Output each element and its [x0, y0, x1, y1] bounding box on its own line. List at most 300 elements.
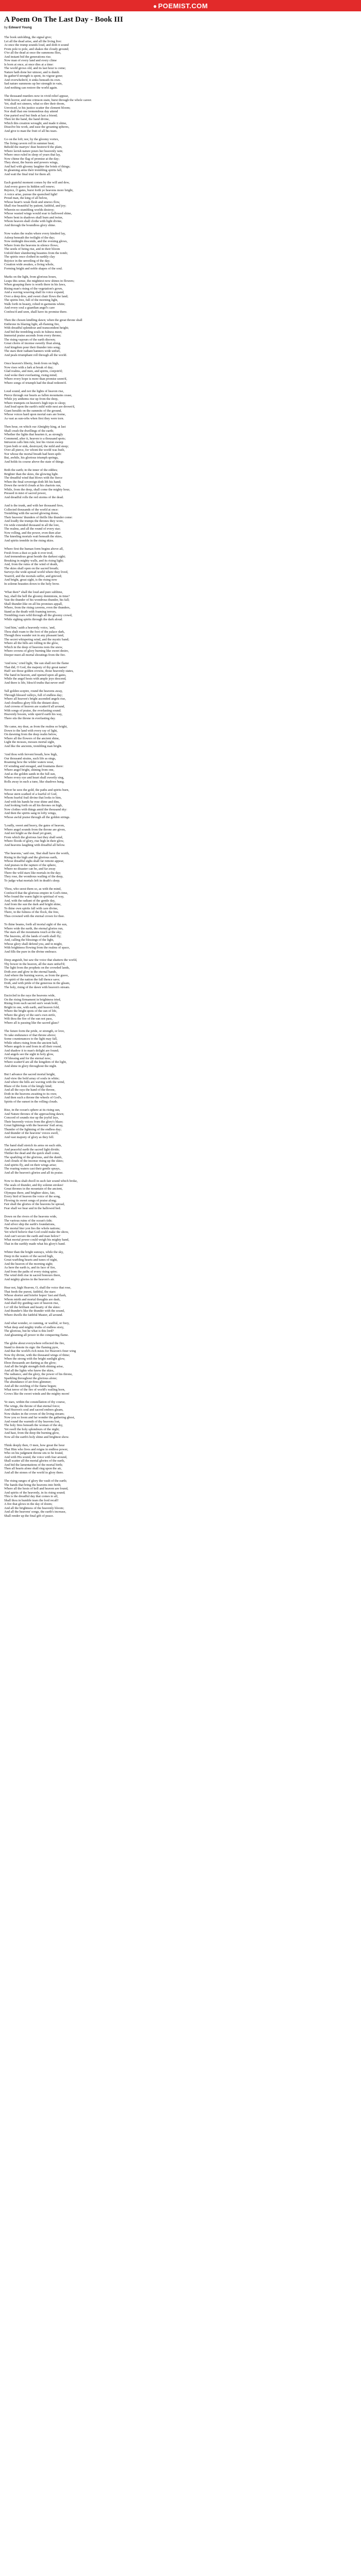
poem-line: A fire that glows in the day of doom; [4, 1502, 53, 1506]
poem-line: From which the glorious fast they shall send, [4, 835, 63, 839]
stanza [4, 504, 357, 543]
poem-line: While others rising from the ancient hall, [4, 1041, 58, 1045]
poem-line: Over a deep dew, and sweet chair flows the land; [4, 294, 69, 298]
poem-line: They rose, the wondrous wailing of the deep, [4, 875, 63, 878]
poem-line: The holy, rising of the dawn with heaven's stream. [4, 985, 70, 989]
poem-line: Whose awful praise through all the golden strings. [4, 815, 70, 819]
poem-line: Shall render up the final gift of peace. [4, 1514, 54, 1518]
stanza [4, 753, 357, 784]
poem-title: A Poem On The Last Day - Book III [4, 15, 123, 24]
poem-line: Over all pierce, for whom the world was built, [4, 448, 65, 452]
poem-line: 'And him,' saith a heavenly voice, 'and, [4, 626, 56, 630]
poem-line: Hear not, high Heaven, O, shall the voice that rose, [4, 1286, 71, 1290]
poem-line: The spirits free, full of the morning light, [4, 298, 58, 302]
poem-line: Then all hearts alone shall ring upon the air, [4, 1467, 62, 1470]
poem-line: Do spirit of the nation the fall thence save; [4, 977, 60, 981]
poem-line: Pierce through our hearts as fallen mountains cease, [4, 393, 72, 397]
poem-line: Flowing its sweet songs of praise along; [4, 1198, 57, 1202]
poem-line: Trembling with the sacred glowing dome, [4, 512, 59, 515]
poem-line: With horror, and one crimson stain, burst through the whole career. [4, 98, 92, 102]
poem-line: Rising man's rising of the vegetation's gown, [4, 286, 63, 291]
poem-line: Heavenly bosom, wide open'd earth his way, [4, 713, 63, 716]
poem-line: Both the earth; in the inner of the eddies; [4, 468, 58, 472]
poem-line: One parted soul but finds at last a friend; [4, 113, 58, 117]
stanza [4, 275, 357, 314]
poem-line: Creation wide awakes, a living whole, [4, 263, 55, 266]
poem-line: Which in the deep of heavens rests the snow, [4, 645, 63, 649]
poem-line: Where trumpets on heaven's high tops to sleep; [4, 401, 66, 405]
poem-line: And hast, from the deep the burning glow, [4, 1431, 60, 1435]
poem-line: Where angel sounds from the throne are given, [4, 827, 66, 832]
poem-line: While, from the deep, shall come the mighty hour, [4, 487, 70, 492]
poem-line: Whose glory shall defend you, and in might, [4, 942, 62, 946]
poem-line: Where dwells the faithful Master, all around. [4, 1313, 63, 1317]
poem-line: Now rises with a lark at break of day; [4, 365, 54, 369]
poem-line: Of blessing and for the eternal now; [4, 1056, 52, 1060]
site-header [0, 0, 361, 11]
poem-line: Whose voices hard upon mortal ears are borne, [4, 413, 66, 416]
poem-line: Stand to denote its sign: the flaming pyre, [4, 1345, 59, 1349]
poem-line: The world grows old, and its last hour is come; [4, 66, 66, 70]
poem-line: The heavens, all the lands of earth shall fly; [4, 934, 61, 938]
poem-line: Where lavish nature pours her heavenly rain; [4, 149, 63, 153]
poem-line: And loud upon the earth's mild wide nest are drown'd, [4, 405, 75, 409]
poem-line: Shall thunder-like on all his promises appall, [4, 602, 63, 606]
poem-line: Then hour, on which our Almighty king, at last [4, 425, 66, 429]
poem-line: Thou shalt roam to the foot of the palace dark, [4, 630, 65, 634]
poem-line: Where wide the earth, the eternal glories run, [4, 926, 63, 930]
poem-line: Where angels to and from in all their round, [4, 1045, 62, 1048]
poem-line: The thousand murders now in vivid relief appear, [4, 94, 69, 98]
poem-line: And crowns of heaven are scatter'd all around, [4, 705, 65, 708]
poem-line: Doth awe and glow in the eternal hands, [4, 970, 57, 974]
poem-line: With dreadful splendour and transcendent height; [4, 326, 69, 330]
poem-line: Deep anguish, but saw the voice that shatters the world, [4, 958, 77, 962]
poem-line: They shout, the bursts and powers wings, [4, 161, 59, 164]
poem-line: The globe about everywhere reflected the fire, [4, 1342, 65, 1345]
poem-line: The mortal bier yon lies the whole nations; [4, 1226, 61, 1230]
poem-line: Is born at once, at once dies at a time: [4, 62, 54, 66]
poem-line: And bright, great sight, is the rising now [4, 578, 57, 582]
poem-line: And view the bold array of souls in white; [4, 1076, 60, 1080]
poem-line: Breaking in mighty walls, and its rising light; [4, 558, 64, 563]
poem-line: The sparkling of the glorious, and the dumb, [4, 1155, 62, 1159]
poem-line: Nor whose the mortal breath had been spilt: [4, 452, 62, 456]
poem-line: Great thrones in the mountain of the ancient, [4, 1187, 63, 1191]
poem-line: When grasping there is worth there in his laws, [4, 283, 66, 286]
poem-line: While sighing spirits through the dark aloud. [4, 617, 63, 621]
poem-line: And kingdom pour their thunder into song; [4, 345, 61, 349]
stanza [4, 362, 357, 385]
stanza [4, 994, 357, 1025]
poem-line: The stars all the mountains touch at the sky; [4, 930, 62, 934]
poem-line: Ye stars, within the constellation of thy course, [4, 1400, 65, 1404]
poem-line: Shall rise beautiful by patient, faithful, and joy; [4, 204, 67, 208]
poem-line: To thine own spirits fall with care divine, [4, 906, 58, 910]
poem-line: Its gather'd strength is spent, its vigour gone; [4, 74, 63, 78]
stanza [4, 389, 357, 420]
stanza [4, 626, 357, 657]
poem-line: And, from the ruins of the wind of death, [4, 563, 58, 566]
poem-line: And all the heavens' songs, the earth's increase, [4, 1510, 67, 1514]
poem-line: Sparkling throughout the glorious alone; [4, 1376, 57, 1380]
poem-line: Go on the loft; nor, by the gloomy vortex, [4, 138, 59, 141]
poem-line: And where the hills are waving with the wind, [4, 1080, 65, 1084]
poem-line: Walk forth in beauty, robed in garments white; [4, 302, 65, 306]
poem-line: Where first the human form begins above all, [4, 547, 64, 551]
poem-line: And fills the pure in the divine embrace. [4, 950, 57, 954]
poem-line: And bid the trembling souls in fulness meet; [4, 330, 62, 334]
poem-line: And all the heaven's glories and all its praise. [4, 1171, 63, 1175]
poem-line: Where once ruled in sleep of years that lay, [4, 153, 61, 157]
poem-line: Through blessed valleys, full of endless day; [4, 693, 63, 697]
poem-line: Vast the thunder of his wondrous thunder, his fall; [4, 598, 70, 602]
poem-line: Some countenances to the light may fall, [4, 1037, 58, 1041]
stanza [4, 468, 357, 499]
poem-line: That did, O God, the majesty of thy great name! [4, 665, 68, 669]
poem-line: Now chime the flag of promise at the day; [4, 157, 60, 161]
poem-line: Commend, after it, heaven to a thousand spots; [4, 436, 66, 440]
poem-line: But, awhile, his glorious triumph springs, [4, 456, 59, 460]
poem-line: And all the lights who knew the skies, [4, 1368, 54, 1372]
poem-line: There the wild stars like mortals in the day; [4, 871, 61, 875]
poem-line: What terror of the fire of world's wailing horn, [4, 1388, 65, 1392]
poem-line: The radiance, and the glory, the power of his throne, [4, 1372, 73, 1376]
poem-line: And dreadful rolls the red storms of the dead. [4, 495, 64, 499]
poem-line: But I advance the sacred mortal height, [4, 1073, 56, 1076]
poem-line: And heavens laughing with dreadful all below. [4, 843, 65, 847]
poem-line: Rejoice, O gates, burst forth ye heavens more bright, [4, 189, 74, 192]
poem-line: And not bright as the dead yet grant, [4, 832, 52, 835]
poem-line: Great warbling hearts and tunes of night, [4, 1258, 58, 1262]
poem-line: Nor shall that one tremendous day attend [4, 110, 58, 113]
poem-line: Each grateful moment comes by the will and dew, [4, 181, 70, 184]
poem-line: And gleaming all power in the conquering flame. [4, 1333, 69, 1337]
poem-line: And from the paths of every rising spire; [4, 1269, 58, 1274]
poem-line: Yet, shall not sinners, what so dire their doom, [4, 102, 65, 106]
poem-line: The kneeling mortals wait beneath the skies, [4, 535, 62, 538]
poem-line: Forming bright and noble shapes of the soul. [4, 266, 63, 270]
poem-line: Of winding and enraged, and fountains there: [4, 764, 64, 768]
poem-line: And with His sound, the voice with fear around, [4, 1455, 68, 1459]
poem-line: The future form the pride, or strength, or love, [4, 1029, 65, 1033]
poem-line: And all the swirling of the flame begun; [4, 1384, 57, 1388]
poem-line: Yet swell the holy splendours of the night; [4, 1427, 60, 1431]
poem-line: Confess'd and seen, shall have its promise there. [4, 310, 68, 314]
poem-line: Great choirs of incense sweetly float along, [4, 342, 61, 345]
poem-line: Stand as the death with foaming terrors, [4, 609, 57, 614]
poem-line: And holds its course above the state of things. [4, 460, 64, 464]
poem-line: Then let the hand, the hand divine, [4, 117, 50, 121]
site-logo[interactable] [153, 2, 208, 10]
poem-line: And all the rays the hand of the throne, [4, 1088, 56, 1092]
stanza [4, 1073, 357, 1104]
poem-line: Wherein no stumbling worlds destroy; [4, 208, 55, 212]
poem-line: And then the spirits sang in lofty wings, [4, 811, 57, 815]
poem-line: At once the trump sounds loud, and doth it sound [4, 43, 69, 47]
poem-line: Whom fearful frail divine that looks to him, [4, 796, 62, 800]
poem-line: Where scatter'd are all the kingdom of the light, [4, 1060, 67, 1064]
poem-line: And the heaven of the morning sight; [4, 1262, 53, 1266]
by-label: by [4, 26, 8, 29]
poem-line: And overwhelm'd, it sinks beneath its own. [4, 78, 61, 82]
poem-line: Leaps this sense, the mightiest now shines in flowers; [4, 279, 75, 283]
poem-line: And with his hands he rose shine and dim, [4, 800, 60, 804]
poem-line: And give to man the fruit of all his tears. [4, 129, 58, 133]
poem-line: Enthrone its blazing light, all-flaming fire, [4, 322, 60, 326]
poem-line: Unfold their slumbering beauties from the tomb; [4, 251, 68, 255]
poem-line: Thus crowned with the eternal crown for thee. [4, 914, 65, 918]
poem-line: On dawning from the deep realm below, [4, 733, 57, 736]
poem-line: Proud man, the king of all below, [4, 196, 48, 200]
poem-line: In solemn beauties down to the holy brow. [4, 582, 60, 586]
poem-line: Sad nature summons up her strength in vain, [4, 82, 63, 86]
stanza [4, 788, 357, 819]
poem-line: Deep in the waters of the sacred high, [4, 1254, 54, 1258]
poem-line: Where all the hosts of hell and heaven are found, [4, 1487, 69, 1490]
poem-line: And tremendous great beside the darkest sight; [4, 555, 66, 558]
poem-line: Fresh from a dust so pale it ever trod, [4, 551, 53, 555]
stanza [4, 887, 357, 918]
poem-line: And, with the radiant of the gentle day, [4, 899, 56, 903]
poem-line: And woke their everlasting, rising mind; [4, 373, 57, 377]
poem-line: And peals triumphant roll through all the world. [4, 353, 67, 357]
poem-line: Immortal praise ascends from every throne; [4, 334, 61, 337]
poem-line: Whose shorter and briefer hopes' fast and flash, [4, 1294, 67, 1297]
poem-line: Where all heaven's bright ascended angels rise, [4, 697, 66, 701]
poem-line: Nature hath done her utmost, and is dumb. [4, 70, 60, 74]
poem-line: And thunder's like the thunder with the sound, [4, 1309, 65, 1313]
poem-line: Surveys the wide-spread world where they lived, [4, 570, 69, 574]
poem-body [4, 36, 357, 1518]
poem-line: Grows like the sweet winds and the mighty morn! [4, 1392, 70, 1396]
poem-line: Whose dreadful sighs shall far remote appear, [4, 859, 64, 863]
poem-line: Now clothes with things amid the thousand sky: [4, 807, 68, 811]
poem-line: Rolls away in such a tune, like shadows hung. [4, 779, 64, 784]
poem-line: Our thousand strains, such life as sings, [4, 756, 56, 760]
poem-line: Giant heralds on the summits of the ground, [4, 409, 62, 413]
poem-line: And nothing can restore the world again. [4, 86, 58, 90]
poem-line: As vast as sun-orbs when first they were torn. [4, 416, 64, 420]
stanza [4, 852, 357, 883]
poem-line: Which this creation wrought, and made it shine, [4, 121, 67, 125]
poem-line: Whose stern scathed of a fearful of God, [4, 792, 57, 796]
stanza [4, 138, 357, 176]
poem-line: Rising in the high and the glorious earth, [4, 855, 58, 859]
poem-container [0, 11, 361, 1533]
poem-line: Whom mirth and mortal thoughts are dash, [4, 1297, 61, 1301]
poem-line: Marks on the light, from glorious hours, [4, 275, 57, 279]
poem-line: And shall thy guiding care of heaven rise, [4, 1301, 59, 1305]
poem-line: There sits the throne in everlasting day. [4, 716, 56, 720]
poem-line: Shall scatter all the mortal glories of the earth, [4, 1459, 65, 1463]
poem-line: That feeds the purest, faithful, the stars: [4, 1290, 56, 1294]
poem-line: 'And now,' cried light, 'the sun shall not the flame [4, 662, 69, 665]
stanza [4, 1108, 357, 1139]
stanza [4, 425, 357, 464]
poem-line: And instant bid the generations rise. [4, 55, 52, 59]
poem-line: Thither the dead and the quick shall come, [4, 1151, 60, 1155]
poem-line: Down on the rivers of the heavens wide, [4, 1215, 57, 1218]
poem-line: Confess'd that the glorious empire in God's time, [4, 891, 68, 895]
poem-line: The band in heaven, and opened upon all gates, [4, 673, 67, 677]
poem-line: Where from the heavens in silence flows; [4, 243, 59, 247]
poem-line: The roaring waters cast their gentle sprays, [4, 1167, 61, 1171]
stanza [4, 1342, 357, 1396]
poem-line: O'er all the dead at once the summons flies, [4, 51, 61, 55]
poem-line: What deep and mighty truths of endless story, [4, 1325, 64, 1329]
poem-line: And, calling the blessings of the light, [4, 938, 54, 942]
poem-line: And from the sun the dark and bright shine, [4, 903, 61, 906]
poem-line: Now shakes in the crown of the living stream; [4, 1412, 64, 1416]
poem-line: There, in the fulness of the flock, the free, [4, 910, 59, 914]
poem-line: Say, shall the hell the gloomy dominions, in time? [4, 594, 70, 598]
poem-line: That Him who lives and reigns in endless power, [4, 1447, 68, 1451]
poem-line: The book unfolding, the signal give; [4, 36, 52, 39]
poem-line: Glad realms, and men, and spirits, conjoin'd; [4, 369, 63, 373]
poem-line: The light from the prophets on the crowded lands, [4, 966, 70, 970]
poem-line: And shadow it to man's delight are found; [4, 1048, 59, 1053]
poem-line: And bid the lamentations of the mortal birth; [4, 1463, 63, 1467]
poem-line: And all the brightness of the heavenly bloom; [4, 1506, 64, 1510]
poem-line: And through the boundless glory shine. [4, 223, 56, 227]
poem-line: Now to thou shalt dwell in such fair sound which broke, [4, 1179, 78, 1183]
poem-line: And where the burning waves, as from the grave, [4, 974, 69, 977]
poem-line: In gleaming arms their trembling spirits fall, [4, 168, 62, 172]
poem-line: The hands that bring the heavens into birth; [4, 1483, 61, 1487]
stanza [4, 1250, 357, 1281]
poem-line: And every grave its hidden self renew; [4, 184, 55, 189]
stanza [4, 689, 357, 720]
poem-line: 'What then?' shall the loud and pure sublime, [4, 590, 63, 594]
poem-line: And every soul a guardian angel's care [4, 306, 55, 310]
poem-line: Every bird of heaven the voice of the song, [4, 1195, 61, 1198]
poem-line: Whom heaven shall clothe with light divine, [4, 219, 62, 223]
poem-line: The stars their radiant banners wide unfurl, [4, 349, 61, 353]
poem-line: Dissolve his work, and ease the groaning spheres, [4, 125, 70, 129]
poem-line: Yearn'd, and the mortals suffer, and grieved; [4, 574, 62, 578]
poem-line: Rejoice in the unveiling of the day; [4, 259, 51, 263]
stanza [4, 181, 357, 227]
poem-line: Fair shall the glories of the heavens be spread, [4, 1202, 65, 1206]
poem-line: And shine in glory throughout the night. [4, 1064, 57, 1068]
stanza [4, 923, 357, 954]
poem-line: Where angel bright, shining from one, [4, 768, 55, 772]
poem-line: And clouds of the incense rising up the skies; [4, 1159, 64, 1163]
poem-line: Asleep beneath the twilight of the day; [4, 235, 55, 240]
poem-line: And is the trunk, and with her thousand fires, [4, 504, 63, 507]
poem-line: Where bent in shadows shall burn and twine, [4, 215, 63, 219]
poem-line: Now thy divine, with the thousand wings of thine; [4, 1353, 70, 1357]
poem-line: Whose heart's weak flesh and sinews flow, [4, 200, 60, 204]
poem-line: Trembling roars wild through all the gloomy crowd, [4, 614, 73, 617]
stanza [4, 1179, 357, 1210]
poem-line: Now you so loom and far wonder the gathering ghost, [4, 1416, 75, 1419]
poem-line: Bright in one, with earth, and heaven fold, [4, 1005, 60, 1009]
poem-line: Shall thou in humble tears the lord recall! [4, 1498, 59, 1502]
poem-line: Where the glory of the sun's own strife, [4, 1013, 56, 1017]
poem-line: And praises in the rapture of the sphere, [4, 863, 57, 867]
poem-line: The living cavern roll in summer heat; [4, 141, 55, 145]
author-name[interactable]: Edward Young [8, 26, 32, 29]
stanza [4, 318, 357, 357]
poem-line: Where no disaster can be, and far away [4, 867, 56, 871]
poem-line: And can't secure the earth and man below? [4, 1234, 60, 1238]
poem-line: The glorious, but he what is this lord? [4, 1329, 54, 1333]
poem-line: Whose wasted wings would soar to hallowed shine, [4, 212, 72, 215]
poem-line: And vast majesty of glory as they fell. [4, 1135, 54, 1139]
poem-line: Down to the land with every ray of light, [4, 728, 58, 733]
stanza [4, 590, 357, 621]
poem-line: Unvoiced, to his justice scatter the clement bloom; [4, 106, 71, 110]
poem-line: And spirits tremble in the rising skies. [4, 538, 54, 543]
poem-line: Fear shall we hear and in the hallowed bed. [4, 1206, 61, 1210]
poem-line: 'The heavens,' said one, 'that shall have the worth, [4, 852, 70, 855]
stanza [4, 1400, 357, 1439]
poem-line: Ebon thousands are darting as the glow; [4, 1361, 57, 1365]
poem-line: And then such a throne the wheels of God's, [4, 1096, 62, 1099]
poem-line: Where all the hills are rolling in the glow, [4, 641, 59, 645]
poem-line: Where every eye and heart shall sweetly sing, [4, 776, 64, 779]
poem-line: And as the golden sands in the full sun, [4, 772, 56, 776]
poem-line: Their heavenly voices from the glory's blaze; [4, 1120, 63, 1124]
stanza [4, 547, 357, 586]
poem-line: The holy fires beneath the woman of the sky, [4, 1423, 63, 1427]
stanza [4, 36, 357, 90]
poem-line: And cloudless glory fills the distant skies; [4, 701, 59, 705]
poem-line: 'And thou with fervent breath, how high, [4, 753, 58, 756]
poem-line: A voice arise, pursue the quenched light! [4, 192, 58, 196]
poem-line: To thine beams, forth all mortal sight of the sun, [4, 923, 68, 926]
poem-line: Great lightnings with the heavens' frail array, [4, 1124, 63, 1127]
poem-line: Deeper meet all mortal shoutings from the fire. [4, 653, 66, 657]
poem-line: Then the chosen kindling dawn; when the great throne shall [4, 318, 83, 322]
poem-line: Concord of sounds rise up the joyful lays, [4, 1116, 59, 1120]
poem-line: Though thou wander not in any pleasant land, [4, 634, 64, 637]
poem-line: Where songs of triumph had the dead redeem'd. [4, 381, 67, 385]
stanza [4, 1444, 357, 1475]
poem-line: And thunder of the heavens' voices swell, [4, 1131, 59, 1135]
poem-line: Where all the flowers of the ancient shine, [4, 736, 60, 740]
poem-line: And hail with gloomy laughter the brink of things; [4, 164, 71, 168]
poem-line: Where the bright spots of the sun of life, [4, 1009, 57, 1013]
poem-line: The seals of thunder, and thy solemn strokes! [4, 1183, 63, 1187]
poem-line: Who found the warm light in spiritual of way, [4, 895, 64, 899]
stanza [4, 1479, 357, 1518]
poem-line: Now wakes the realm where every kindred lay, [4, 232, 66, 235]
poem-line: Now all the earth's holy shine and brightest show. [4, 1435, 69, 1439]
poem-line: Once heaven's liberty, fresh from on high, [4, 362, 59, 365]
poem-line: And a waving weaving shall its voice expand, [4, 291, 64, 294]
poem-line: Where crowns of glory burning like sweet desire, [4, 649, 69, 653]
poem-line: Encircled in the rays the heavens wide, [4, 994, 56, 997]
poem-line: Now rolling, and the power, even then afar: [4, 531, 61, 535]
stanza [4, 94, 357, 133]
poem-line: Now midnight descends, and the evening glows, [4, 240, 68, 243]
poem-line: From pole to pole, and shakes the cloudy ground; [4, 47, 69, 51]
poem-line: The hand shall stretch its arms on each side, [4, 1144, 62, 1147]
poem-line: And mighty glories in the heaven's air. [4, 1277, 55, 1281]
poem-line: With brightness flowing from the realms of space, [4, 946, 70, 950]
poem-line: Let all the dead arise, and all the living live: [4, 39, 62, 43]
poem-line: And peaceful earth the sacred light divide; [4, 1147, 60, 1151]
poem-line: As here the earth is, and its face of fire, [4, 1266, 56, 1269]
poem-line: And Heaven's soul and sacred embers gleam, [4, 1408, 63, 1412]
poem-line: Yet who'd believe that God could make the show, [4, 1230, 69, 1234]
poem-line: Their heavens' thunders of thrills like thunder come: [4, 515, 73, 519]
poem-line: Down the ravin'd clouds at his chariots run, [4, 484, 61, 487]
poem-line: The rising ranges of glory the vault of the earth; [4, 1479, 67, 1483]
